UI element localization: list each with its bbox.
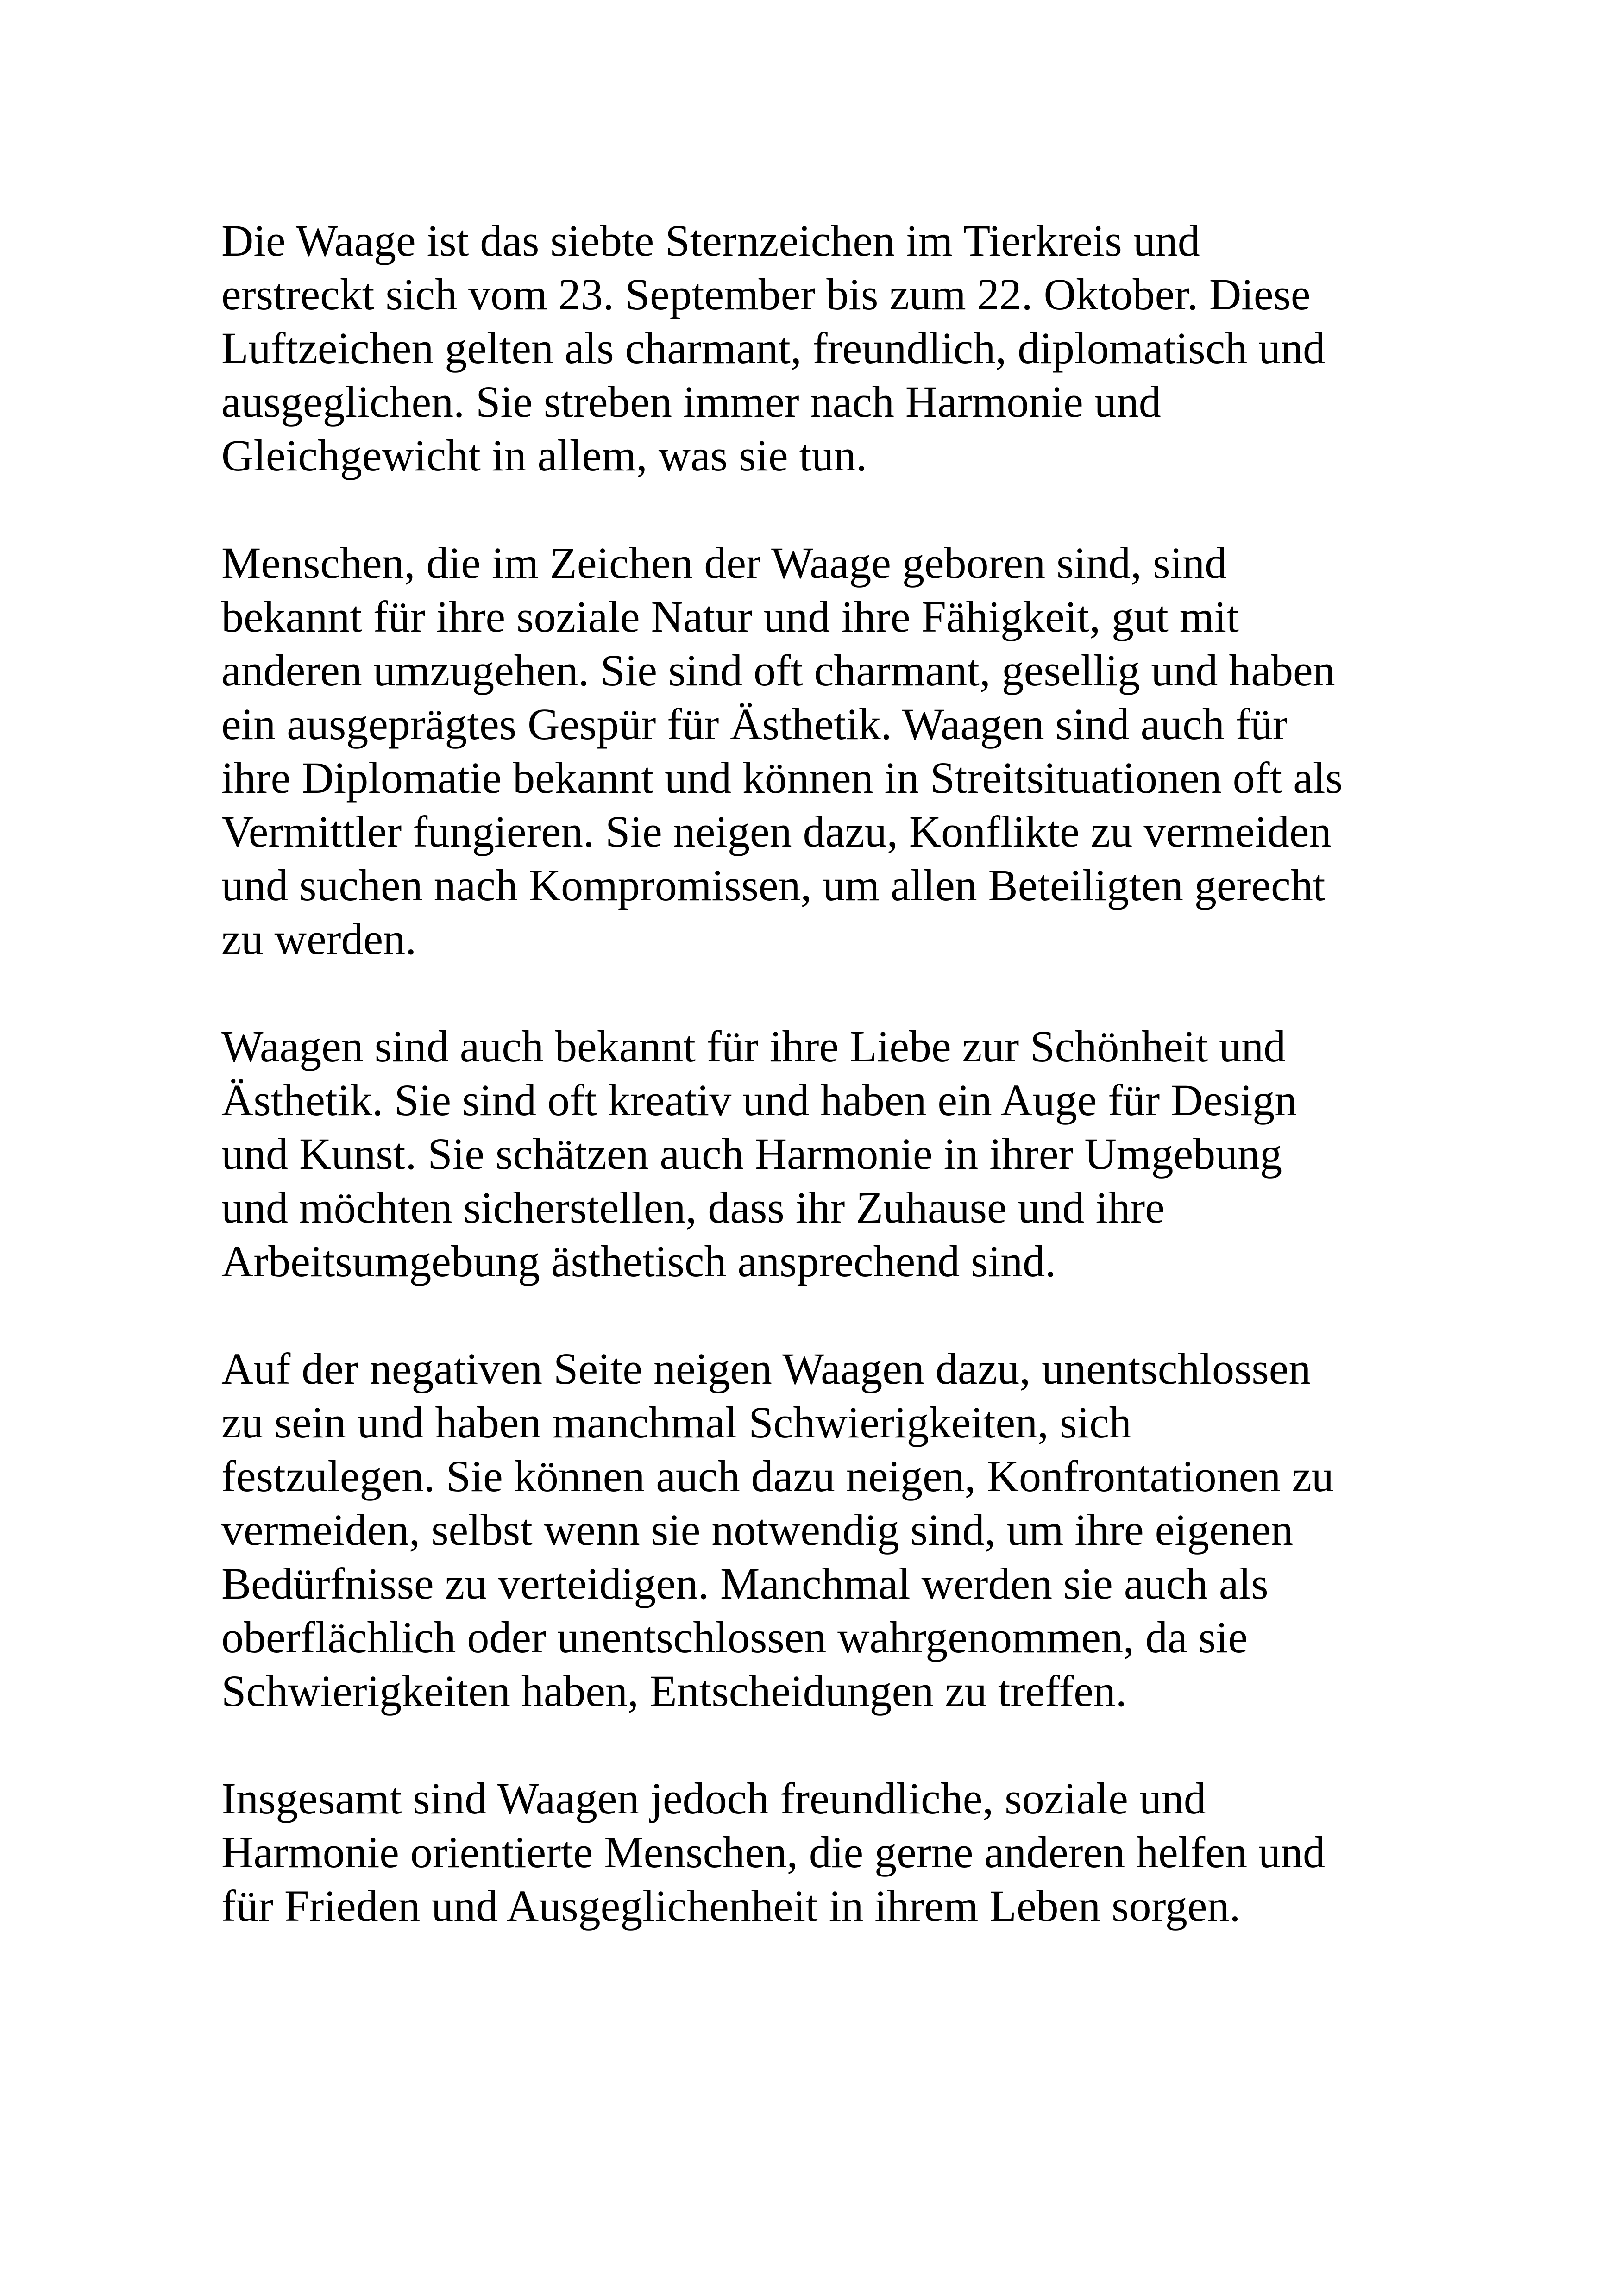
paragraph-social-nature: Menschen, die im Zeichen der Waage geboren sind, sind bekannt für ihre soziale Natur und ihre Fähigkeit, gut mit anderen umzugehen. Sie sind oft charmant, gesellig und haben ein ausgeprägtes Gespür für Ästhetik. Waagen sind auch für ihre Diplomatie bekannt und können in Streitsituationen oft als Vermittler fungieren. Sie neigen dazu, Konflikte zu vermeiden und suchen nach Kompromissen, um allen Beteiligten gerecht zu werden.	[221, 538, 1343, 964]
paragraph-negative-side: Auf der negativen Seite neigen Waagen dazu, unentschlossen zu sein und haben manchmal Schwierigkeiten, sich festzulegen. Sie können auch dazu neigen, Konfrontationen zu vermeiden, selbst wenn sie notwendig sind, um ihre eigenen Bedürfnisse zu verteidigen. Manchmal werden sie auch als oberflächlich oder unentschlossen wahrgenommen, da sie Schwierigkeiten haben, Entscheidungen zu treffen.	[221, 1344, 1334, 1716]
paragraph-intro: Die Waage ist das siebte Sternzeichen im Tierkreis und erstreckt sich vom 23. September bis zum 22. Oktober. Diese Luftzeichen gelten als charmant, freundlich, diplomatisch und ausgeglichen. Sie streben immer nach Harmonie und Gleichgewicht in allem, was sie tun.	[221, 216, 1326, 480]
document-body	[221, 214, 1426, 1933]
paragraph-beauty-aesthetics: Waagen sind auch bekannt für ihre Liebe zur Schönheit und Ästhetik. Sie sind oft kreativ und haben ein Auge für Design und Kunst. Sie schätzen auch Harmonie in ihrer Umgebung und möchten sicherstellen, dass ihr Zuhause und ihre Arbeitsumgebung ästhetisch ansprechend sind.	[221, 1022, 1297, 1286]
paragraph-conclusion: Insgesamt sind Waagen jedoch freundliche, soziale und Harmonie orientierte Menschen, die gerne anderen helfen und für Frieden und Ausgeglichenheit in ihrem Leben sorgen.	[221, 1774, 1325, 1931]
